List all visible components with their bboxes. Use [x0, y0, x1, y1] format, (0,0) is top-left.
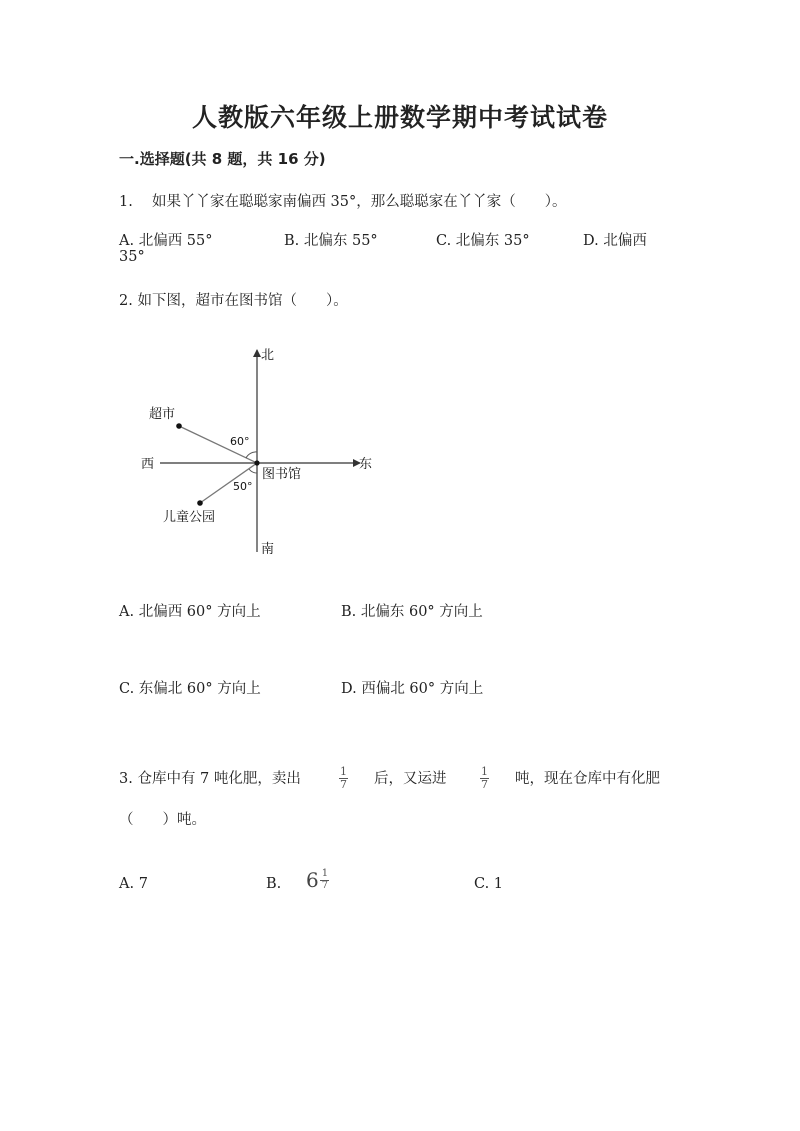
label-south: 南: [261, 542, 275, 557]
question-3-option-b-label: B.: [266, 876, 282, 892]
mixed-whole: 6: [306, 868, 319, 892]
park-point: [197, 500, 203, 506]
question-1-option-b: B. 北偏东 55°: [284, 233, 378, 249]
label-angle-lower: 50°: [233, 480, 253, 493]
question-1-option-d-continued: 35°: [119, 249, 145, 265]
question-3-option-c: C. 1: [474, 876, 504, 892]
supermarket-point: [176, 423, 182, 429]
fraction-numerator: 1: [340, 765, 347, 778]
question-3-fraction-sold: [338, 760, 349, 790]
question-3-stem-part3: 吨，现在仓库中有化肥: [515, 771, 660, 787]
question-3-option-b-mixed-number: [306, 868, 330, 892]
question-1-option-a: A. 北偏西 55°: [119, 233, 213, 249]
question-3-stem-line2: （ ）吨。: [119, 812, 206, 828]
fraction-denominator: 7: [321, 879, 329, 891]
fraction-denominator: 7: [481, 777, 488, 791]
label-angle-upper: 60°: [230, 435, 250, 448]
label-west: 西: [141, 457, 155, 472]
question-1-option-c: C. 北偏东 35°: [436, 233, 530, 249]
label-supermarket: 超市: [149, 407, 176, 422]
question-1-stem: 1. 如果丫丫家在聪聪家南偏西 35°，那么聪聪家在丫丫家（ ）。: [119, 194, 567, 210]
question-3-stem-part2: 后，又运进: [374, 771, 447, 787]
question-3-stem-part1: 3. 仓库中有 7 吨化肥，卖出: [119, 771, 301, 787]
label-east: 东: [359, 457, 373, 472]
section-heading: 一.选择题(共 8 题，共 16 分): [119, 150, 326, 168]
fraction-numerator: 1: [321, 868, 329, 879]
question-3-option-a: A. 7: [119, 876, 148, 892]
question-1-option-d: D. 北偏西: [583, 233, 647, 249]
question-2-option-a: A. 北偏西 60° 方向上: [119, 604, 261, 620]
question-2-option-b: B. 北偏东 60° 方向上: [341, 604, 483, 620]
label-north: 北: [261, 348, 275, 363]
label-park: 儿童公园: [163, 510, 216, 525]
question-2-option-d: D. 西偏北 60° 方向上: [341, 681, 484, 697]
question-2-stem: 2. 如下图，超市在图书馆（ ）。: [119, 293, 348, 309]
question-2-option-c: C. 东偏北 60° 方向上: [119, 681, 261, 697]
exam-title: 人教版六年级上册数学期中考试试卷: [191, 103, 608, 132]
fraction-denominator: 7: [340, 777, 347, 791]
angle-arc-upper: [246, 452, 257, 458]
label-library: 图书馆: [262, 467, 302, 482]
library-point: [254, 460, 259, 465]
fraction-numerator: 1: [481, 765, 488, 778]
question-3-fraction-added: [479, 760, 490, 790]
angle-arc-lower: [249, 469, 257, 473]
